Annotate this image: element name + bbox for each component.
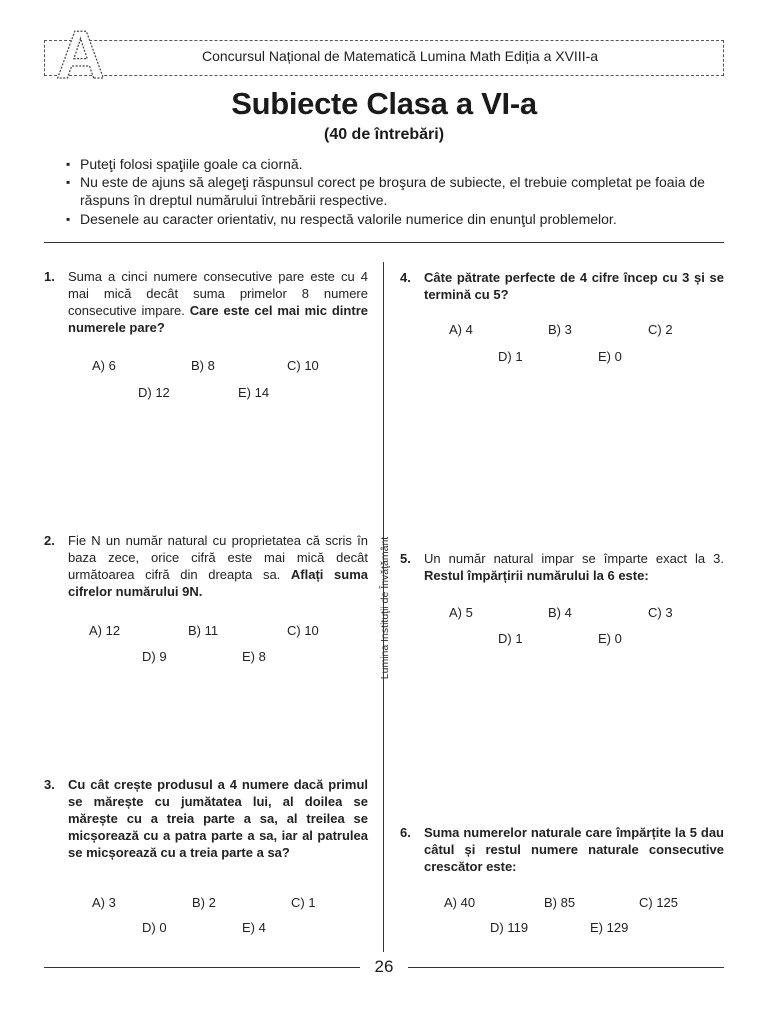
question-4 bbox=[400, 269, 724, 305]
answer-option[interactable]: A) 40 bbox=[444, 895, 476, 910]
answer-option[interactable]: B) 8 bbox=[191, 358, 215, 373]
answer-option[interactable]: B) 2 bbox=[192, 895, 216, 910]
question-1 bbox=[44, 268, 368, 335]
answer-option[interactable]: E) 8 bbox=[242, 649, 266, 664]
question-text: Suma numerelor naturale care împărțite la 5 dau câtul și restul numere naturale consecutive crescător este: bbox=[424, 825, 724, 874]
answer-option[interactable]: A) 12 bbox=[89, 623, 121, 638]
answer-option[interactable]: B) 11 bbox=[188, 623, 219, 638]
question-6 bbox=[400, 824, 724, 876]
instruction-item: ▪ Nu este de ajuns să alegeţi răspunsul corect pe broşura de subiecte, el trebuie completat pe foaia de răspuns în dreptul numărului întrebării respective. bbox=[66, 173, 726, 209]
question-2 bbox=[44, 532, 368, 599]
answer-option[interactable]: E) 0 bbox=[598, 631, 622, 646]
answer-option[interactable]: D) 1 bbox=[498, 349, 523, 364]
answer-option[interactable]: E) 4 bbox=[242, 920, 266, 935]
question-number: 2. bbox=[44, 533, 55, 548]
logo-letter-a-icon bbox=[48, 22, 118, 82]
question-text: Suma a cinci numere consecutive pare este cu 4 mai mică decât suma primelor 8 numere consecutive impare. Care este cel mai mic dintre numerele pare? bbox=[68, 269, 368, 335]
answer-option[interactable]: C) 1 bbox=[291, 895, 316, 910]
question-3 bbox=[44, 776, 368, 876]
answer-option[interactable]: D) 119 bbox=[490, 920, 529, 935]
footer-rule-right bbox=[408, 967, 724, 968]
question-number: 3. bbox=[44, 777, 55, 792]
answer-option[interactable]: D) 9 bbox=[142, 649, 167, 664]
question-text: Fie N un număr natural cu proprietatea că scris în baza zece, orice cifră este mai mică decât următoarea cifră din dreapta sa. Aflați suma cifrelor numărului 9N. bbox=[68, 533, 368, 599]
contest-name: Concursul Național de Matematică Lumina Math Ediția a XVIII-a bbox=[201, 48, 599, 64]
instructions-list bbox=[66, 155, 726, 228]
answer-option[interactable]: A) 5 bbox=[449, 605, 473, 620]
footer-rule-left bbox=[44, 967, 360, 968]
answer-option[interactable]: D) 1 bbox=[498, 631, 523, 646]
answer-option[interactable]: E) 0 bbox=[598, 349, 622, 364]
answer-option[interactable]: D) 12 bbox=[138, 385, 170, 400]
answer-option[interactable]: D) 0 bbox=[142, 920, 167, 935]
page-number: 26 bbox=[374, 957, 394, 976]
answer-option[interactable]: A) 3 bbox=[92, 895, 116, 910]
answer-option[interactable]: C) 10 bbox=[287, 623, 319, 638]
page-subtitle: (40 de întrebări) bbox=[323, 126, 445, 143]
answer-option[interactable]: C) 3 bbox=[648, 605, 673, 620]
answer-option[interactable]: E) 129 bbox=[590, 920, 629, 935]
question-number: 1. bbox=[44, 269, 55, 284]
answer-option[interactable]: C) 2 bbox=[648, 322, 673, 337]
answer-option[interactable]: A) 6 bbox=[92, 358, 116, 373]
question-text: Cu cât crește produsul a 4 numere dacă primul se mărește cu jumătatea lui, al doilea se mărește cu a treia parte a sa, al treilea se micșorează cu a patra parte a sa, iar al patrulea se micșorează cu a treia parte a sa? bbox=[68, 777, 368, 860]
question-5 bbox=[400, 550, 724, 586]
answer-option[interactable]: C) 10 bbox=[287, 358, 319, 373]
answer-option[interactable]: B) 3 bbox=[548, 322, 572, 337]
answer-option[interactable]: B) 4 bbox=[548, 605, 572, 620]
answer-option[interactable]: E) 14 bbox=[238, 385, 270, 400]
question-number: 4. bbox=[400, 270, 411, 285]
logo-letter: A bbox=[56, 22, 106, 82]
question-number: 6. bbox=[400, 825, 411, 840]
question-text: Un număr natural impar se împarte exact la 3. Restul împărțirii numărului la 6 este: bbox=[424, 551, 724, 583]
answer-option[interactable]: B) 85 bbox=[544, 895, 576, 910]
instruction-item: ▪ Desenele au caracter orientativ, nu respectă valorile numerice din enunţul problemelor. bbox=[66, 210, 726, 228]
page-title: Subiecte Clasa a VI-a bbox=[231, 86, 537, 121]
question-number: 5. bbox=[400, 551, 411, 566]
answer-option[interactable]: C) 125 bbox=[639, 895, 679, 910]
question-text: Câte pătrate perfecte de 4 cifre încep cu 3 și se termină cu 5? bbox=[424, 270, 724, 302]
side-label-text: Lumina Instituţii de Învăţământ bbox=[379, 536, 391, 680]
answer-option[interactable]: A) 4 bbox=[449, 322, 473, 337]
instruction-item: ▪ Puteţi folosi spaţiile goale ca ciornă. bbox=[66, 155, 726, 173]
header-divider bbox=[44, 242, 724, 243]
